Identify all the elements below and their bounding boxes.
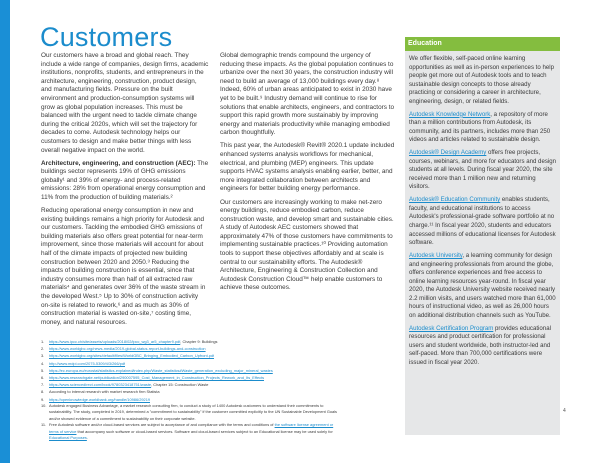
footnote-text: , Chapter 15: Construction Waste bbox=[151, 382, 209, 388]
paragraph-text: The buildings sector represents 19% of GHG emissions globally¹ and 39% of energy- and process-related emissions: 28% from operational energy consumption and 11% from the production of building materials.² bbox=[41, 159, 209, 201]
footnote-text: , Chapter 9: Buildings bbox=[180, 339, 218, 344]
column-2 bbox=[220, 52, 396, 298]
footnote-number: 2. bbox=[41, 346, 45, 352]
footnote bbox=[41, 345, 339, 352]
left-accent-bar bbox=[0, 0, 10, 463]
footnote-link[interactable]: https://openknowledge.worldbank.org/handle/10986/29219 bbox=[49, 396, 151, 402]
footnote bbox=[41, 338, 339, 345]
footnote-number: 4. bbox=[41, 360, 45, 366]
footnote-number: 8. bbox=[41, 389, 45, 395]
footnote-text: Autodesk engaged Business Advantage, a market research consulting firm, to conduct a study of 1400 Autodesk customers to understand their commitments to sustainability. The study, completed in 2019, determined a "commitment to sustainability" if the customer committed explicitly to the UN Sustainable Development Goals and/or showed evidence of a commitment to sustainability on their corporate website. bbox=[49, 402, 337, 421]
footnote bbox=[41, 403, 339, 423]
paragraph: Reducing operational energy consumption in new and existing buildings remains a high priority for Autodesk and our customers. Tackling the embodied GHG emissions of building materials also offers great potential for near-term improvement, since those materials will account for about half of the climate impacts of projected new building construction between 2020 and 2050.³ Reducing the impacts of building construction is essential, since that industry consumes more than half of all extracted raw materials⁴ and generates over 36% of the waste stream in the developed West.⁵ Up to 30% of construction activity on-site is related to rework,⁶ and as much as 30% of construction material is wasted on-site,⁷ costing time, money, and natural resources. bbox=[41, 207, 206, 326]
item-text: offers free projects, courses, webinars, and more for educators and design students at all levels. During fiscal year 2020, the site received more than 1 million new and returning visitors. bbox=[409, 149, 557, 191]
educational-purposes-link[interactable]: Educational Purposes bbox=[49, 435, 87, 441]
footnote bbox=[41, 352, 339, 359]
footnote bbox=[41, 396, 339, 403]
footnote-number: 11. bbox=[41, 422, 47, 428]
item-text: , a learning community for design and engineering professionals from around the globe, offers conference experiences and free access to online learning resources year-round. In fiscal year 2020, the Autodesk University website received nearly 2.2 million visits, and users watched more than 61,000 hours of instructional video, as well as 26,000 hours on additional distribution channels such as YouTube. bbox=[409, 252, 556, 319]
footnote-link[interactable]: https://www.researchgate.net/publication/290007595_Cost_Management_in_Construction_Projects_Rework_and_Its_Effects bbox=[49, 375, 265, 381]
footnote bbox=[41, 374, 339, 381]
footnote bbox=[41, 381, 339, 388]
footnote-text: According to internal research with market research firm Statista bbox=[49, 389, 160, 395]
paragraph: This past year, the Autodesk® Revit® 2020.1 update included enhanced systems analysis workflows for mechanical, electrical, and plumbing (MEP) engineers. This update supports HVAC systems analysis enabling earlier, better, and more integrated collaboration between architects and engineers for better building energy performance. bbox=[220, 142, 395, 193]
knowledge-network-link[interactable]: Autodesk Knowledge Network bbox=[409, 110, 491, 118]
paragraph: Global demographic trends compound the urgency of reducing these impacts. As the global population continues to urbanize over the next 30 years, the construction industry will need to build an average of 13,000 buildings every day.⁸ Indeed, 60% of urban areas anticipated to exist in 2030 have yet to be built.⁹ Industry demand will continue to rise for solutions that enable architects, engineers, and contractors to support this rapid growth more sustainably by improving energy and materials productivity while managing embodied carbon thoughtfully. bbox=[220, 52, 395, 137]
item-text: enables students, faculty, and educational institutions to access Autodesk's professional-grade software portfolio at no charge.¹¹ In fiscal year 2020, students and educators accessed millions of educational licenses for Autodesk software. bbox=[409, 196, 556, 247]
footnote-link[interactable]: https://www.sciencedirect.com/book/9780323418751/waste bbox=[49, 382, 152, 388]
aec-heading: Architecture, engineering, and construction (AEC): bbox=[41, 159, 196, 167]
paragraph bbox=[41, 160, 209, 203]
footnote-number: 7. bbox=[41, 382, 45, 388]
footnote-link[interactable]: https://ec.europa.eu/eurostat/statistics-explained/index.php/Waste_statistics#Waste_generation_excluding_major_mineral_wastes bbox=[49, 367, 273, 373]
footnote-text: that accompany such software or cloud-based services. Software and cloud-based services subject to an Educational license may be used solely for bbox=[76, 428, 333, 434]
education-item bbox=[409, 196, 556, 247]
footnote-link[interactable]: https://www.worldgbc.org/sites/default/files/WorldGBC_Bringing_Embodied_Carbon_Upfront.pdf bbox=[49, 353, 215, 359]
footnote-number: 5. bbox=[41, 367, 45, 373]
footnote bbox=[41, 360, 339, 367]
education-item bbox=[409, 325, 556, 368]
footnote-number: 9. bbox=[41, 396, 45, 402]
footnote-text: Free Autodesk software and/or cloud-based services are subject to acceptance of and compliance with the terms and conditions of bbox=[49, 422, 275, 428]
footnote-number: 3. bbox=[41, 353, 45, 359]
page-title: Customers bbox=[40, 22, 173, 52]
footnotes bbox=[41, 338, 339, 442]
footnote-text: . bbox=[86, 435, 88, 441]
footnote bbox=[41, 367, 339, 374]
footnote-link[interactable]: https://www.ipcc.ch/site/assets/uploads/2018/02/ipcc_wg3_ar5_chapter9.pdf bbox=[49, 339, 181, 344]
item-text: provides educational resources and product certification for professional users and student worldwide, both instructor-led and self-paced. More than 700,000 certifications were issued in fiscal year 2020. bbox=[409, 324, 551, 366]
design-academy-link[interactable]: Autodesk® Design Academy bbox=[409, 149, 487, 157]
paragraph: Our customers have a broad and global reach. They include a wide range of companies, design firms, academic institutions, nonprofits, students, and entrepreneurs in the architecture, engineering, construction, product design, and manufacturing fields. Pressure on the built environment and production-consumption systems will grow as global population increases. This must be balanced with the urgent need to tackle climate change during the critical 2020s, which will set the trajectory for decades to come. Autodesk technology helps our customers to design and make better things with less overall negative impact on the world. bbox=[41, 52, 209, 154]
footnote-link[interactable]: http://www.mdpi.com/2075-5309/4/3/266/pdf bbox=[49, 360, 126, 366]
autodesk-university-link[interactable]: Autodesk University bbox=[409, 252, 463, 260]
paragraph: Our customers are increasingly working to make net-zero energy buildings, reduce embodied carbon, reduce construction waste, and develop smart and sustainable cities. A study of Autodesk AEC customers showed that approximately 47% of those customers have commitments to implementing sustainable practices.¹⁰ Providing automation tools to support these objectives affordably and at scale is central to our sustainability efforts. The Autodesk® Architecture, Engineering & Construction Collection and Autodesk Construction Cloud™ help enable customers to achieve these outcomes. bbox=[220, 198, 394, 292]
license-agreement-link[interactable]: the software license agreement or terms of service bbox=[49, 422, 334, 434]
item-text: , a repository of more than a million contributions from Autodesk, its community, and its partners, includes more than 250 videos and articles related to sustainable design. bbox=[409, 110, 551, 144]
education-sidebar bbox=[405, 37, 560, 435]
education-item bbox=[409, 111, 556, 145]
education-item bbox=[409, 252, 556, 320]
education-community-link[interactable]: Autodesk® Education Community bbox=[409, 196, 501, 204]
column-1 bbox=[41, 52, 209, 332]
footnote-link[interactable]: https://www.worldgbc.org/news-media/2019-global-status-report-buildings-and-construction bbox=[49, 346, 206, 352]
footnote bbox=[41, 422, 339, 442]
education-item bbox=[409, 149, 556, 192]
footnote-number: 10. bbox=[41, 402, 47, 408]
page-number: 4 bbox=[563, 408, 566, 414]
footnote bbox=[41, 388, 339, 395]
footnote-number: 6. bbox=[41, 375, 45, 381]
footnote-number: 1. bbox=[41, 339, 45, 344]
paragraph: We offer flexible, self-paced online learning opportunities as well as in-person experiences to help people get more out of Autodesk tools and to teach sustainable design concepts to those already practicing or considering a career in architecture, engineering, design, or related fields. bbox=[409, 55, 554, 105]
certification-program-link[interactable]: Autodesk Certification Program bbox=[409, 324, 494, 332]
education-heading: Education bbox=[405, 37, 560, 51]
